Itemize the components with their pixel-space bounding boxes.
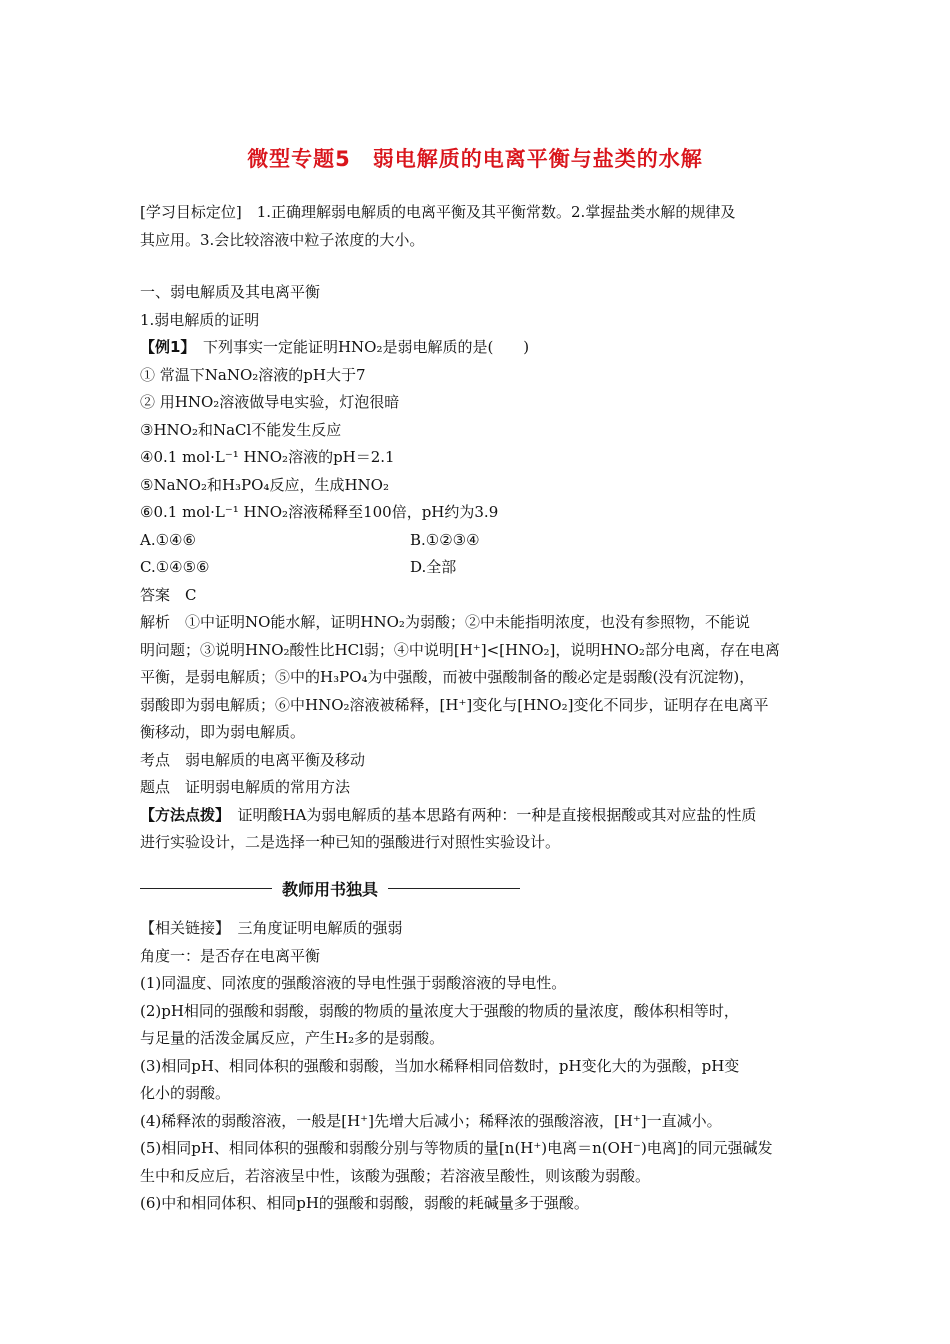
teacher-divider-label: 教师用书独具 xyxy=(282,879,379,899)
related-heading-text: 三角度证明电解质的强弱 xyxy=(222,919,403,937)
method-label: 【方法点拨】 xyxy=(140,805,223,824)
related-section xyxy=(140,915,820,1218)
analysis-line: 衡移动，即为弱电解质。 xyxy=(140,723,306,741)
related-line: (1)同温度、同浓度的强酸溶液的导电性强于弱酸溶液的导电性。 xyxy=(140,974,567,992)
divider-rule-right xyxy=(388,888,520,889)
related-line: (2)pH相同的强酸和弱酸，弱酸的物质的量浓度大于强酸的物质的量浓度，酸体积相等时， xyxy=(140,1001,739,1020)
tidian: 题点 证明弱电解质的常用方法 xyxy=(140,778,351,796)
example-question xyxy=(140,334,820,362)
option-d: D.全部 xyxy=(410,558,457,576)
divider-rule-left xyxy=(140,888,272,889)
method-text: 进行实验设计，二是选择一种已知的强酸进行对照性实验设计。 xyxy=(140,833,561,851)
related-heading xyxy=(140,915,820,943)
page-title: 微型专题5 弱电解质的电离平衡与盐类的水解 xyxy=(247,147,703,171)
related-line: (6)中和相同体积、相同pH的强酸和弱酸，弱酸的耗碱量多于强酸。 xyxy=(140,1194,589,1212)
related-line: 化小的弱酸。 xyxy=(140,1084,231,1102)
angle-heading: 角度一：是否存在电离平衡 xyxy=(140,946,321,965)
objective-line: 其应用。3.会比较溶液中粒子浓度的大小。 xyxy=(140,230,425,249)
section-body xyxy=(140,279,820,857)
analysis-line: 解析 ①中证明NO能水解，证明HNO₂为弱酸；②中未能指明浓度，也没有参照物，不能说 xyxy=(140,613,750,631)
objective-line: [学习目标定位] 1.正确理解弱电解质的电离平衡及其平衡常数。2.掌握盐类水解的规律及 xyxy=(140,203,736,221)
example-question-text: 下列事实一定能证明HNO₂是弱电解质的是( ) xyxy=(187,338,530,356)
example-item: ① 常温下NaNO₂溶液的pH大于7 xyxy=(140,365,366,384)
analysis-line: 平衡，是弱电解质；⑤中的H₃PO₄为中强酸，而被中强酸制备的酸必定是弱酸(没有沉淀物)， xyxy=(140,668,755,686)
teacher-divider xyxy=(140,874,520,902)
options-row xyxy=(140,554,820,582)
options-row xyxy=(140,527,820,555)
kaodian: 考点 弱电解质的电离平衡及移动 xyxy=(140,750,366,769)
related-line: (4)稀释浓的弱酸溶液，一般是[H⁺]先增大后减小；稀释浓的强酸溶液，[H⁺]一直减小。 xyxy=(140,1111,722,1130)
related-line: (3)相同pH、相同体积的强酸和弱酸，当加水稀释相同倍数时，pH变化大的为强酸，pH变 xyxy=(140,1056,740,1075)
analysis-line: 明问题；③说明HNO₂酸性比HCl弱；④中说明[H⁺]<[HNO₂]，说明HNO₂部分电离，存在电离 xyxy=(140,640,780,659)
example-item: ⑤NaNO₂和H₃PO₄反应，生成HNO₂ xyxy=(140,475,389,494)
related-line: (5)相同pH、相同体积的强酸和弱酸分别与等物质的量[n(H⁺)电离＝n(OH⁻)电离]的同元强碱发 xyxy=(140,1139,773,1157)
subsection-heading: 1.弱电解质的证明 xyxy=(140,310,260,329)
method-tip xyxy=(140,802,820,830)
learning-objectives xyxy=(140,199,820,254)
option-c: C.①④⑤⑥ xyxy=(140,558,210,576)
related-label: 【相关链接】 xyxy=(140,919,223,937)
option-b: B.①②③④ xyxy=(410,530,480,549)
analysis-line: 弱酸即为弱电解质；⑥中HNO₂溶液被稀释，[H⁺]变化与[HNO₂]变化不同步，证明存在电离平 xyxy=(140,695,769,714)
example-item: ② 用HNO₂溶液做导电实验，灯泡很暗 xyxy=(140,393,400,411)
related-line: 与足量的活泼金属反应，产生H₂多的是弱酸。 xyxy=(140,1029,445,1047)
example-item: ③HNO₂和NaCl不能发生反应 xyxy=(140,420,342,439)
answer: 答案 C xyxy=(140,585,197,604)
method-text: 证明酸HA为弱电解质的基本思路有两种：一种是直接根据酸或其对应盐的性质 xyxy=(222,805,757,824)
section-heading: 一、弱电解质及其电离平衡 xyxy=(140,283,321,301)
option-a: A.①④⑥ xyxy=(140,530,196,549)
example-item: ④0.1 mol·L⁻¹ HNO₂溶液的pH＝2.1 xyxy=(140,448,395,466)
example-item: ⑥0.1 mol·L⁻¹ HNO₂溶液稀释至100倍，pH约为3.9 xyxy=(140,503,499,521)
related-line: 生中和反应后，若溶液呈中性，该酸为强酸；若溶液呈酸性，则该酸为弱酸。 xyxy=(140,1166,651,1185)
example-label: 【例1】 xyxy=(140,338,188,356)
